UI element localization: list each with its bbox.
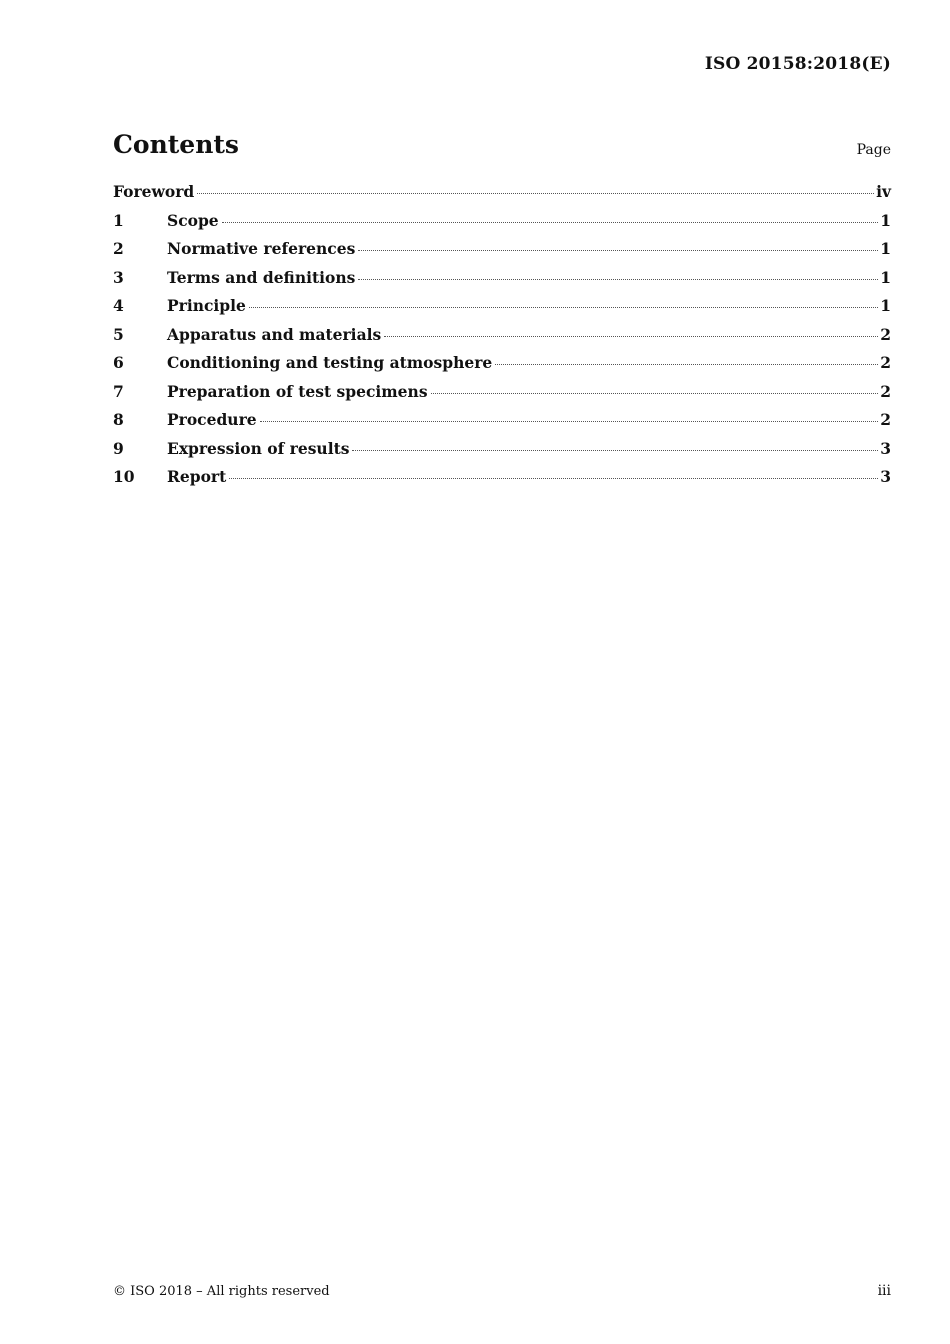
toc-entry-report[interactable] — [113, 467, 891, 496]
table-of-contents — [113, 182, 891, 496]
page-number: iii — [877, 1283, 891, 1299]
dot-leader — [249, 307, 878, 308]
toc-entry-number: 4 — [113, 296, 124, 315]
dot-leader — [222, 222, 879, 223]
toc-entry-procedure[interactable] — [113, 410, 891, 439]
toc-entry-page: 3 — [880, 467, 891, 486]
toc-entry-page: 1 — [880, 239, 891, 258]
toc-entry-title: Principle — [167, 296, 246, 315]
toc-entry-page: 1 — [880, 296, 891, 315]
toc-entry-title: Procedure — [167, 410, 257, 429]
dot-leader — [431, 393, 879, 394]
toc-entry-apparatus-and-materials[interactable] — [113, 325, 891, 354]
dot-leader — [495, 364, 878, 365]
toc-entry-title: Preparation of test specimens — [167, 381, 428, 401]
dot-leader — [358, 250, 878, 251]
toc-entry-foreword[interactable] — [113, 182, 891, 211]
toc-entry-title: Foreword — [113, 182, 195, 201]
toc-entry-number: 5 — [113, 324, 124, 344]
dot-leader — [260, 421, 879, 422]
dot-leader — [358, 279, 878, 280]
toc-entry-terms-and-definitions[interactable] — [113, 268, 891, 297]
toc-entry-scope[interactable] — [113, 211, 891, 240]
dot-leader — [229, 478, 878, 479]
toc-entry-number: 1 — [113, 210, 124, 230]
toc-entry-page: 3 — [880, 438, 891, 458]
toc-entry-conditioning-and-testing-atmosphere[interactable] — [113, 353, 891, 382]
contents-title: Contents — [113, 130, 240, 159]
dot-leader — [197, 193, 874, 194]
toc-entry-title: Scope — [167, 210, 219, 230]
toc-entry-page: 1 — [880, 267, 891, 287]
toc-entry-number: 9 — [113, 438, 124, 458]
toc-entry-number: 8 — [113, 410, 124, 429]
page-column-label: Page — [856, 142, 891, 158]
toc-entry-expression-of-results[interactable] — [113, 439, 891, 468]
toc-entry-title: Expression of results — [167, 438, 350, 458]
contents-header — [113, 130, 891, 170]
toc-entry-page: iv — [876, 182, 891, 201]
toc-entry-number: 7 — [113, 381, 124, 401]
toc-entry-title: Terms and definitions — [167, 267, 356, 287]
toc-entry-page: 2 — [880, 353, 891, 372]
toc-entry-number: 6 — [113, 353, 124, 372]
document-identifier: ISO 20158:2018(E) — [704, 54, 891, 74]
toc-entry-number: 3 — [113, 267, 124, 287]
copyright-notice: © ISO 2018 – All rights reserved — [113, 1284, 330, 1299]
toc-entry-page: 1 — [880, 210, 891, 230]
toc-entry-title: Report — [167, 467, 227, 486]
toc-entry-page: 2 — [880, 381, 891, 401]
toc-entry-principle[interactable] — [113, 296, 891, 325]
dot-leader — [384, 336, 878, 337]
toc-entry-title: Normative references — [167, 239, 356, 258]
toc-entry-number: 2 — [113, 239, 124, 258]
toc-entry-number: 10 — [113, 467, 135, 486]
toc-entry-title: Conditioning and testing atmosphere — [167, 353, 493, 372]
dot-leader — [352, 450, 878, 451]
toc-entry-preparation-of-test-specimens[interactable] — [113, 382, 891, 411]
toc-entry-normative-references[interactable] — [113, 239, 891, 268]
toc-entry-title: Apparatus and materials — [167, 324, 382, 344]
toc-entry-page: 2 — [880, 410, 891, 429]
toc-entry-page: 2 — [880, 324, 891, 344]
